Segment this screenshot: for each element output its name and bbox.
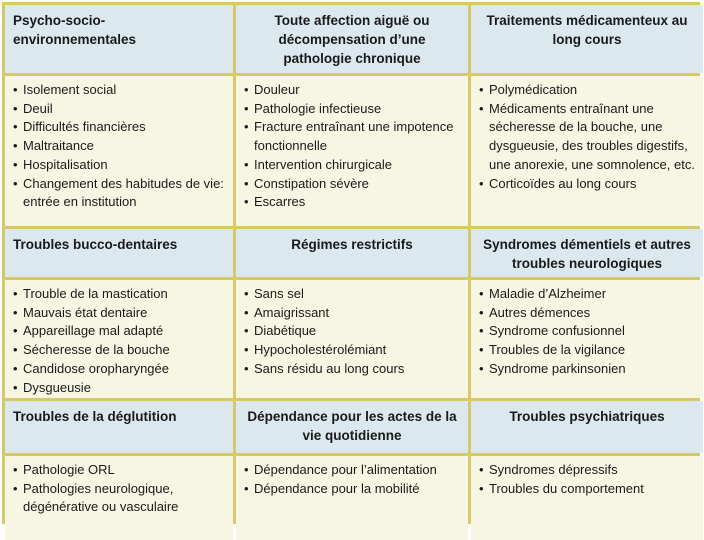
cell-traitements [471, 76, 703, 226]
header-traitements: Traitements médicamenteux au long cours [471, 5, 703, 73]
list-item: • Syndromes dépressifs [479, 461, 697, 480]
list-item: • Isolement social [13, 81, 227, 100]
cell-psycho-socio [5, 76, 233, 226]
list-item: • Hypocholestérolémiant [244, 341, 462, 360]
list-item: • Escarres [244, 193, 462, 212]
header-deglutition: Troubles de la déglutition [5, 401, 233, 453]
list-item: • Sans sel [244, 285, 462, 304]
header-regimes: Régimes restrictifs [236, 229, 468, 277]
list-item: • Maltraitance [13, 137, 227, 156]
list-item: • Polymédication [479, 81, 697, 100]
list-item: • Corticoïdes au long cours [479, 175, 697, 194]
list-item: • Pathologies neurologique, dégénérative ou vasculaire [13, 480, 227, 517]
list-item: • Intervention chirurgicale [244, 156, 462, 175]
list-item: • Autres démences [479, 304, 697, 323]
list-item: • Difficultés financières [13, 118, 227, 137]
cell-bucco-dentaires [5, 280, 233, 398]
header-bucco-dentaires: Troubles bucco-dentaires [5, 229, 233, 277]
list-item: • Maladie d’Alzheimer [479, 285, 697, 304]
list-item: • Sans résidu au long cours [244, 360, 462, 379]
list-item: • Diabétique [244, 322, 462, 341]
list-item: • Hospitalisation [13, 156, 227, 175]
header-affection-aigue: Toute affection aiguë ou décompensation d’une pathologie chronique [236, 5, 468, 73]
cell-dependance [236, 456, 468, 540]
list-item: • Appareillage mal adapté [13, 322, 227, 341]
list-item: • Candidose oropharyngée [13, 360, 227, 379]
list-item: • Sécheresse de la bouche [13, 341, 227, 360]
cell-deglutition [5, 456, 233, 540]
list-item: • Changement des habitudes de vie: entrée en institution [13, 175, 227, 212]
list-item: • Pathologie infectieuse [244, 100, 462, 119]
cell-syndromes-dementiels [471, 280, 703, 398]
list-item: • Fracture entraînant une impotence fonctionnelle [244, 118, 462, 155]
list-item: • Dépendance pour la mobilité [244, 480, 462, 499]
list-item: • Constipation sévère [244, 175, 462, 194]
cell-regimes [236, 280, 468, 398]
header-dependance: Dépendance pour les actes de la vie quotidienne [236, 401, 468, 453]
list-item: • Dysgueusie [13, 379, 227, 398]
risk-factors-table [2, 2, 700, 524]
cell-affection-aigue [236, 76, 468, 226]
list-item: • Pathologie ORL [13, 461, 227, 480]
list-item: • Syndrome parkinsonien [479, 360, 697, 379]
list-item: • Syndrome confusionnel [479, 322, 697, 341]
list-item: • Troubles du comportement [479, 480, 697, 499]
list-item: • Mauvais état dentaire [13, 304, 227, 323]
list-item: • Deuil [13, 100, 227, 119]
list-item: • Médicaments entraînant une sécheresse de la bouche, une dysgueusie, des troubles digestifs, une anorexie, une somnolence, etc. [479, 100, 697, 175]
header-psycho-socio: Psycho-socio-environnementales [5, 5, 233, 73]
list-item: • Douleur [244, 81, 462, 100]
header-syndromes-dementiels: Syndromes démentiels et autres troubles neurologiques [471, 229, 703, 277]
list-item: • Troubles de la vigilance [479, 341, 697, 360]
cell-psychiatriques [471, 456, 703, 540]
list-item: • Dépendance pour l’alimentation [244, 461, 462, 480]
list-item: • Amaigrissant [244, 304, 462, 323]
list-item: • Trouble de la mastication [13, 285, 227, 304]
header-psychiatriques: Troubles psychiatriques [471, 401, 703, 453]
